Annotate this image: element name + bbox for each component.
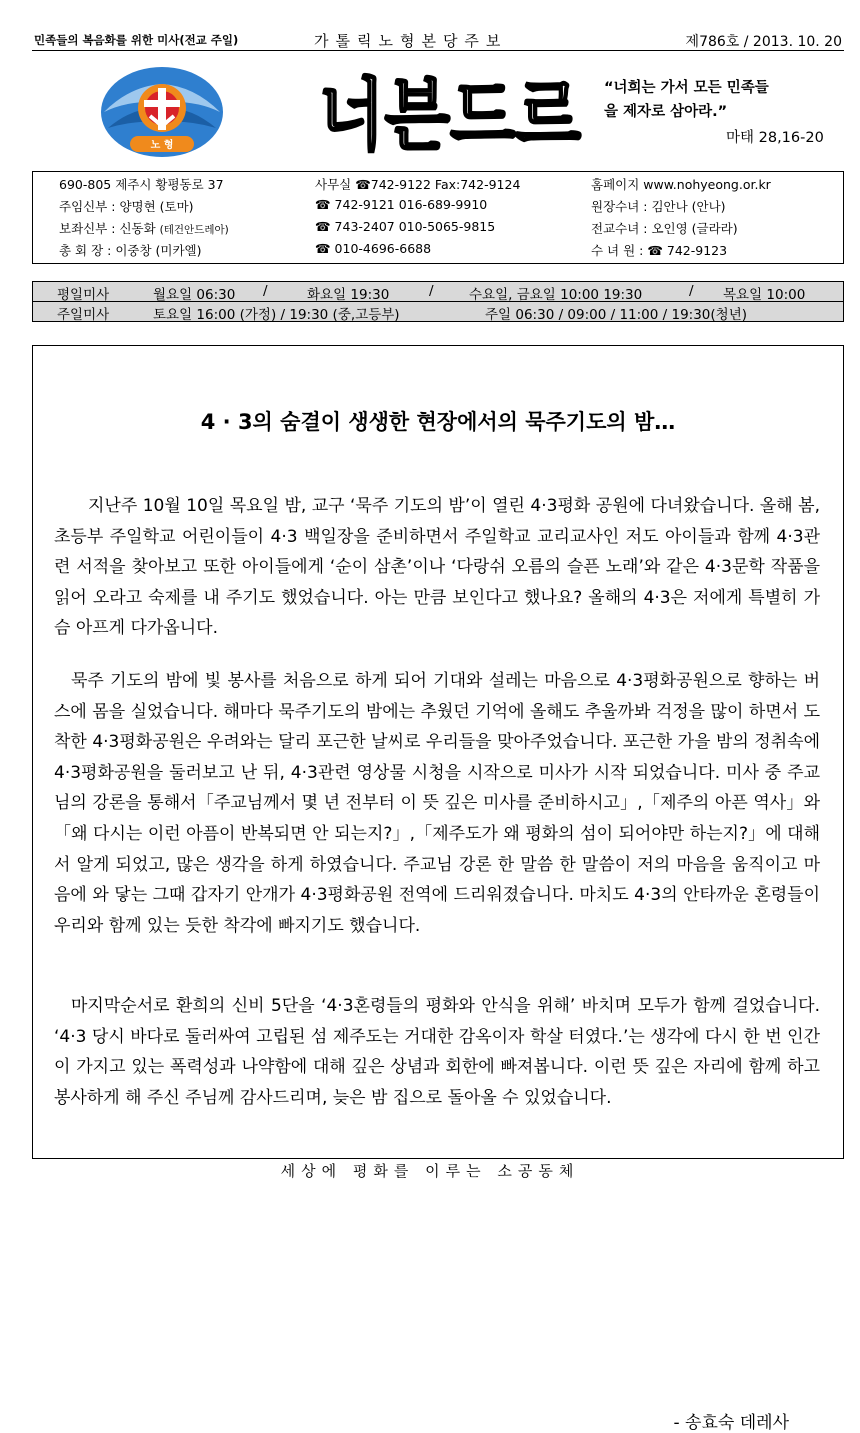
mass-theme: 민족들의 복음화를 위한 미사(전교 주일) (34, 33, 239, 47)
weekday-mass-label: 평일미사 (57, 287, 110, 303)
tuesday-mass: 화요일 19:30 (307, 287, 390, 303)
logo-text: 노 형 (150, 140, 174, 151)
parish-info-box (32, 171, 844, 264)
sunday-mass: 주일 06:30 / 09:00 / 11:00 / 19:30(청년) (485, 307, 748, 323)
wed-fri-mass: 수요일, 금요일 10:00 19:30 (469, 287, 643, 303)
council-president: 총 회 장 : 이중창 (미카엘) (59, 243, 202, 258)
assistant-baptismal-name: (테건안드레아) (159, 224, 229, 236)
bulletin-name: 가톨릭노형본당주보 (314, 32, 508, 50)
separator: / (263, 283, 268, 299)
pastor-phone: ☎ 742-9121 016-689-9910 (315, 197, 488, 212)
scripture-reference: 마태 28,16-20 (726, 130, 824, 146)
council-phone: ☎ 010-4696-6688 (315, 241, 432, 256)
monday-mass: 월요일 06:30 (153, 287, 236, 303)
footer-slogan: 세상에 평화를 이루는 소공동체 (280, 1162, 580, 1180)
sunday-mass-label: 주일미사 (57, 307, 110, 323)
parish-logo (100, 66, 224, 158)
article-paragraph-1: 지난주 10월 10일 목요일 밤, 교구 ‘묵주 기도의 밤’이 열린 4·3평화 공원에 다녀왔습니다. 올해 봄, 초등부 주일학교 어린이들이 4·3 백일장을 준비하면서 주일학교 교리교사인 저도 아이들과 함께 4·3관련 서적을 찾아보고 또한 아이들에게 ‘순이 삼촌’이나 ‘다랑쉬 오름의 슬픈 노래’와 같은 4·3문학 작품을 읽어 오라고 숙제를 내 주기도 했었습니다. 아는 만큼 보인다고 했나요? 올해의 4·3은 저에게 특별히 가슴 아프게 다가옵니다. (54, 496, 820, 639)
article-signature: - 송효숙 데레사 (673, 1413, 789, 1433)
article-title: 4 · 3의 숨결이 생생한 현장에서의 묵주기도의 밤… (200, 410, 676, 434)
thursday-mass: 목요일 10:00 (723, 287, 806, 303)
scripture-quote-line2: 을 제자로 삼아라.” (604, 104, 728, 120)
assistant-phone: ☎ 743-2407 010-5065-9815 (315, 219, 496, 234)
saturday-mass: 토요일 16:00 (가정) / 19:30 (중,고등부) (153, 307, 400, 323)
weekday-mass-row (33, 282, 843, 302)
mission-sister: 전교수녀 : 오인영 (글라라) (591, 221, 738, 236)
article-paragraph-3: 마지막순서로 환희의 신비 5단을 ‘4·3혼령들의 평화와 안식을 위해’ 바치며 모두가 함께 걸었습니다. ‘4·3 당시 바다로 둘러싸여 고립된 섬 제주도는 거대한 감옥이자 학살 터였다.’는 생각에 다시 한 번 인간이 가지고 있는 폭력성과 나약함에 대해 깊은 상념과 회한에 빠져봅니다. 이런 뜻 깊은 자리에 함께 하고 봉사하게 해 주신 주님께 감사드리며, 늦은 밤 집으로 돌아올 수 있었습니다. (54, 996, 820, 1108)
sunday-mass-row (33, 302, 843, 321)
top-bar (32, 30, 844, 51)
convent-phone: 수 녀 원 : ☎ 742-9123 (591, 243, 728, 258)
head-sister: 원장수녀 : 김안나 (안나) (591, 199, 726, 214)
mass-schedule (32, 281, 844, 322)
masthead-title (316, 70, 584, 161)
article-paragraph-2: 묵주 기도의 밤에 빛 봉사를 처음으로 하게 되어 기대와 설레는 마음으로 4·3평화공원으로 향하는 버스에 몸을 실었습니다. 해마다 묵주기도의 밤에는 추웠던 기억에 올해도 추울까봐 걱정을 많이 하면서 도착한 4·3평화공원은 우려와는 달리 포근한 날씨로 우리들을 맞아주었습니다. 포근한 가을 밤의 정취속에 4·3평화공원을 둘러보고 난 뒤, 4·3관련 영상물 시청을 시작으로 미사가 시작 되었습니다. 미사 중 주교님의 강론을 통해서「주교님께서 몇 년 전부터 이 뜻 깊은 미사를 준비하시고」,「제주의 아픈 역사」와「왜 다시는 이런 아픔이 반복되면 안 되는지?」,「제주도가 왜 평화의 섬이 되어야만 하는지?」에 대해서 알게 되었고, 많은 생각을 하게 하였습니다. 주교님 강론 한 말씀 한 말씀이 저의 마음을 움직이고 마음에 와 닿는 그때 갑자기 안개가 4·3평화공원 전역에 드리워졌습니다. 마치도 4·3의 안타까운 혼령들이 우리와 함께 있는 듯한 착각에 빠지기도 했습니다. (54, 671, 820, 936)
scripture-quote-line1: “너희는 가서 모든 민족들 (604, 80, 769, 96)
separator: / (689, 283, 694, 299)
address: 690-805 제주시 황평동로 37 (59, 177, 224, 192)
masthead-text: 너븐드르 (319, 71, 581, 161)
homepage: 홈페이지 www.nohyeong.or.kr (591, 177, 771, 192)
assistant-priest: 보좌신부 : 신동화 (테건안드레아) (59, 221, 229, 236)
office-phone: 사무실 ☎742-9122 Fax:742-9124 (315, 177, 521, 192)
pastor: 주임신부 : 양명현 (토마) (59, 199, 194, 214)
issue-number: 제786호 / 2013. 10. 20 (685, 34, 842, 50)
separator: / (429, 283, 434, 299)
